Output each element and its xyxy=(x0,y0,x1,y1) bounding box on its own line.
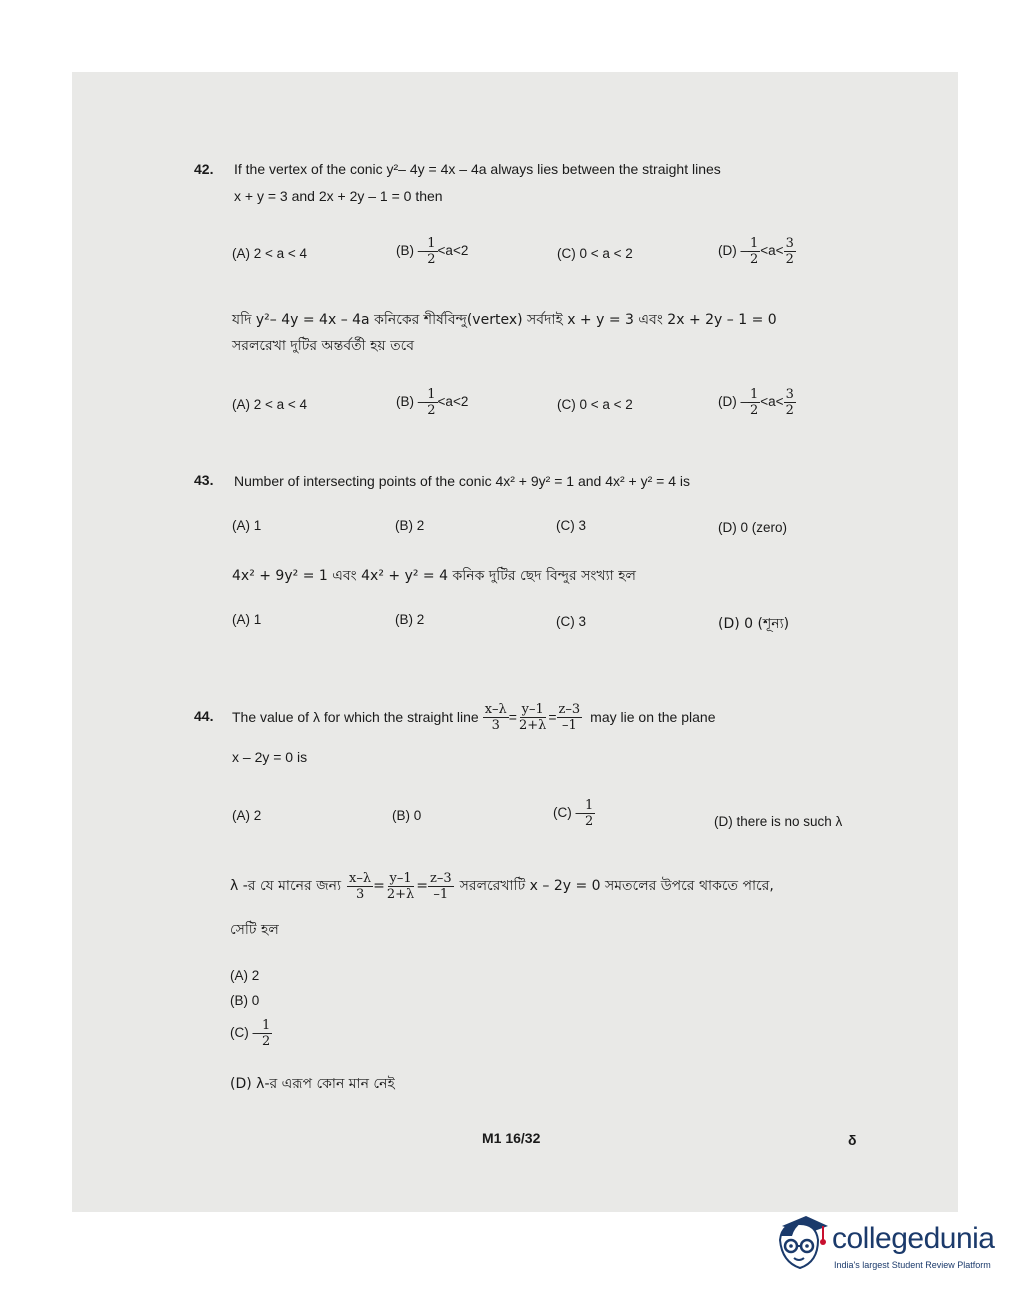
q44-bn-option-a: (A) 2 xyxy=(230,968,260,983)
q43-option-a: (A) 1 xyxy=(232,518,262,533)
q42-bn-option-c: (C) 0 < a < 2 xyxy=(557,397,633,412)
q42-bn-option-a: (A) 2 < a < 4 xyxy=(232,397,308,412)
logo-wordmark: collegedunia xyxy=(832,1222,995,1255)
q42-option-c: (C) 0 < a < 2 xyxy=(557,246,633,261)
q44-bn-option-b: (B) 0 xyxy=(230,993,260,1008)
q43-bn-option-d: (D) 0 (শূন্য) xyxy=(718,616,790,632)
q44-bn-option-d: (D) λ-র এরূপ কোন মান নেই xyxy=(230,1076,395,1092)
q43-bn-option-a: (A) 1 xyxy=(232,612,262,627)
page-number: M1 16/32 xyxy=(482,1130,541,1146)
mascot-icon xyxy=(772,1212,830,1280)
collegedunia-logo[interactable] xyxy=(772,1212,1002,1284)
scanned-page xyxy=(72,72,958,1212)
q44-text-en-2: x – 2y = 0 is xyxy=(232,749,308,765)
q43-bn-option-b: (B) 2 xyxy=(395,612,425,627)
q42-text-en-1: If the vertex of the conic y²– 4y = 4x – 4a always lies between the straight lines xyxy=(234,161,721,177)
q42-option-b: (B) – $\frac{1}{2}$ <a<2 xyxy=(396,236,469,267)
q42-bn-option-d: (D) – $\frac{1}{2}$ <a< $\frac{3}{2}$ xyxy=(718,387,794,418)
q43-text-bn: 4x² + 9y² = 1 এবং 4x² + y² = 4 কনিক দুটির ছেদ বিন্দুর সংখ্যা হল xyxy=(232,568,636,584)
q44-text-bn-2: সেটি হল xyxy=(230,922,279,938)
q44-text-en-1: The value of λ for which the straight line $\frac{x-\lambda}{3}$ = $\frac{y-1}{2+\lambda}$ = $\frac{z-3}{-1}$ may lie on the plane xyxy=(232,701,716,733)
q42-text-bn-2: সরলরেখা দুটির অন্তর্বর্তী হয় তবে xyxy=(232,338,415,354)
q44-option-d: (D) there is no such λ xyxy=(714,814,843,829)
logo-tagline: India's largest Student Review Platform xyxy=(834,1260,991,1270)
q44-line-equation: $\frac{x-\lambda}{3}$ = $\frac{y-1}{2+\lambda}$ = $\frac{z-3}{-1}$ xyxy=(484,701,581,733)
q42-number: 42. xyxy=(194,161,214,177)
q44-number: 44. xyxy=(194,708,214,724)
q42-text-en-2: x + y = 3 and 2x + 2y – 1 = 0 then xyxy=(234,188,443,204)
q42-option-d: (D) – $\frac{1}{2}$ <a< $\frac{3}{2}$ xyxy=(718,236,794,267)
q43-option-d: (D) 0 (zero) xyxy=(718,520,788,535)
q42-bn-option-b: (B) – $\frac{1}{2}$ <a<2 xyxy=(396,387,469,418)
q44-text-bn-1: λ -র যে মানের জন্য $\frac{x-\lambda}{3}$ = $\frac{y-1}{2+\lambda}$ = $\frac{z-3}{-1}$ সরলরেখাটি x – 2y = 0 সমতলের উপরে থাকতে পারে, xyxy=(230,870,774,902)
q43-option-c: (C) 3 xyxy=(556,518,586,533)
q44-bn-line-equation: $\frac{x-\lambda}{3}$ = $\frac{y-1}{2+\lambda}$ = $\frac{z-3}{-1}$ xyxy=(349,870,452,902)
q44-option-b: (B) 0 xyxy=(392,808,422,823)
q43-text-en: Number of intersecting points of the conic 4x² + 9y² = 1 and 4x² + y² = 4 is xyxy=(234,473,691,489)
q44-option-a: (A) 2 xyxy=(232,808,262,823)
corner-mark: δ xyxy=(848,1132,857,1148)
q43-number: 43. xyxy=(194,472,214,488)
q42-option-a: (A) 2 < a < 4 xyxy=(232,246,308,261)
q44-bn-option-c: (C) – $\frac{1}{2}$ xyxy=(230,1018,271,1049)
q43-option-b: (B) 2 xyxy=(395,518,425,533)
q42-text-bn-1: যদি y²– 4y = 4x – 4a কনিকের শীর্ষবিন্দু(vertex) সর্বদাই x + y = 3 এবং 2x + 2y – 1 = 0 xyxy=(232,312,777,328)
q44-option-c: (C) – $\frac{1}{2}$ xyxy=(553,798,594,829)
q43-bn-option-c: (C) 3 xyxy=(556,614,586,629)
